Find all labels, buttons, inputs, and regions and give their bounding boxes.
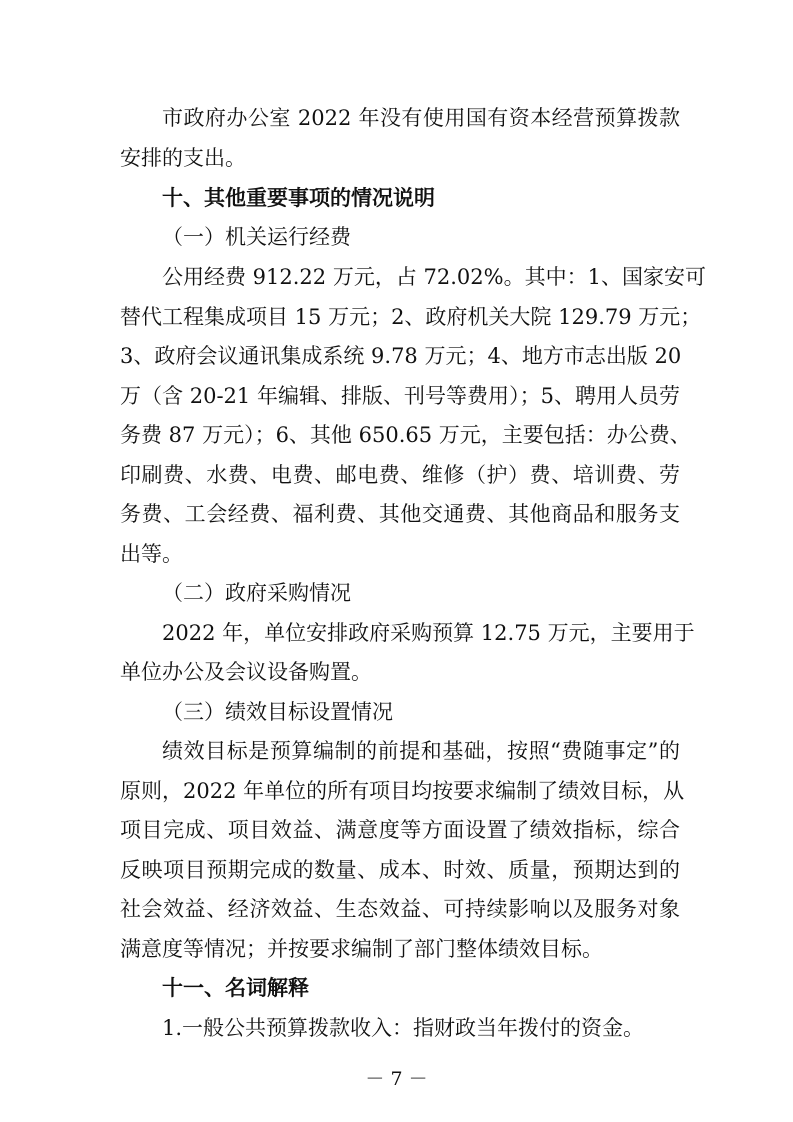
paragraph-line: 原则，2022 年单位的所有项目均按要求编制了绩效目标，从 bbox=[120, 779, 685, 803]
paragraph-line: 出等。 bbox=[120, 542, 183, 566]
paragraph-line: 替代工程集成项目 15 万元；2、政府机关大院 129.79 万元； bbox=[120, 305, 702, 329]
paragraph-line: 印刷费、水费、电费、邮电费、维修（护）费、培训费、劳 bbox=[120, 463, 680, 487]
paragraph-line: 务费、工会经费、福利费、其他交通费、其他商品和服务支 bbox=[120, 502, 680, 526]
paragraph-line: 项目完成、项目效益、满意度等方面设置了绩效指标，综合 bbox=[120, 818, 680, 842]
paragraph-line: 1.一般公共预算拨款收入：指财政当年拨付的资金。 bbox=[162, 1016, 645, 1040]
paragraph-line: 3、政府会议通讯集成系统 9.78 万元；4、地方市志出版 20 bbox=[120, 344, 682, 368]
paragraph-line: 2022 年，单位安排政府采购预算 12.75 万元，主要用于 bbox=[162, 621, 695, 645]
section-heading: 十一、名词解释 bbox=[162, 976, 309, 1000]
subsection-heading: （三）绩效目标设置情况 bbox=[162, 700, 393, 724]
section-heading: 十、其他重要事项的情况说明 bbox=[162, 186, 435, 210]
paragraph-line: 市政府办公室 2022 年没有使用国有资本经营预算拨款 bbox=[162, 106, 680, 130]
paragraph-line: 万（含 20-21 年编辑、排版、刊号等费用）；5、聘用人员劳 bbox=[120, 384, 680, 408]
paragraph-line: 务费 87 万元）；6、其他 650.65 万元，主要包括：办公费、 bbox=[120, 423, 691, 447]
paragraph-line: 满意度等情况；并按要求编制了部门整体绩效目标。 bbox=[120, 937, 603, 961]
paragraph-line: 公用经费 912.22 万元，占 72.02%。其中：1、国家安可 bbox=[162, 265, 706, 289]
subsection-heading: （一）机关运行经费 bbox=[162, 225, 351, 249]
paragraph-line: 反映项目预期完成的数量、成本、时效、质量，预期达到的 bbox=[120, 858, 680, 882]
paragraph-line: 绩效目标是预算编制的前提和基础，按照“费随事定”的 bbox=[162, 739, 680, 763]
paragraph-line: 单位办公及会议设备购置。 bbox=[120, 660, 372, 684]
paragraph-line: 社会效益、经济效益、生态效益、可持续影响以及服务对象 bbox=[120, 897, 680, 921]
paragraph-line: 安排的支出。 bbox=[120, 146, 246, 170]
subsection-heading: （二）政府采购情况 bbox=[162, 581, 351, 605]
page-number: － 7 － bbox=[365, 1068, 428, 1090]
